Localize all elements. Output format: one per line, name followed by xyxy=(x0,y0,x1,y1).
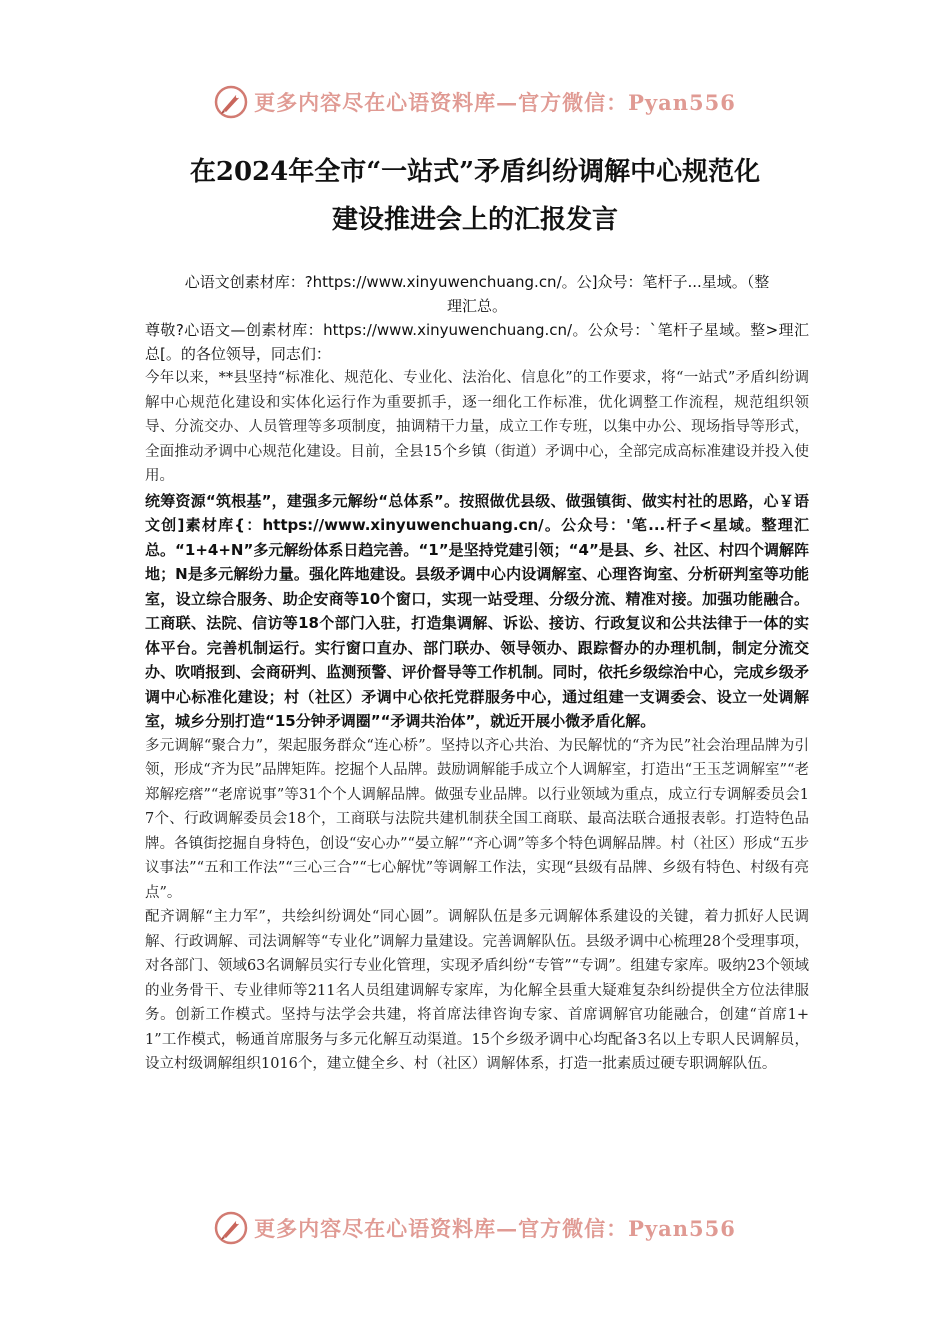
pen-logo-icon xyxy=(214,85,248,119)
document-body xyxy=(145,270,809,1077)
header-banner-text: 更多内容尽在心语资料库—官方微信：Pyan556 xyxy=(254,90,736,115)
header-banner xyxy=(0,82,950,122)
footer-banner xyxy=(0,1208,950,1248)
document-title xyxy=(100,148,850,244)
title-line-1: 在2024年全市“一站式”矛盾纠纷调解中心规范化 xyxy=(189,157,761,187)
pen-logo-icon xyxy=(214,1211,248,1245)
source-note-line-2: 理汇总。 xyxy=(446,297,507,315)
paragraph-mediation: 多元调解“聚合力”，架起服务群众“连心桥”。坚持以齐心共治、为民解忧的“齐为民”社会治理品牌为引领，形成“齐为民”品牌矩阵。挖掘个人品牌。鼓励调解能手成立个人调解室，打造出“王玉芝调解室”“老郑解疙瘩”“老席说事”等31个个人调解品牌。做强专业品牌。以行业领域为重点，成立行专调解委员会17个、行政调解委员会18个，工商联与法院共建机制获全国工商联、最高法联合通报表彰。打造特色品牌。各镇街挖掘自身特色，创设“安心办”“晏立解”“齐心调”等多个特色调解品牌。村（社区）形成“五步议事法”“五和工作法”“三心三合”“七心解忧”等调解工作法，实现“县级有品牌、乡级有特色、村级有亮点”。 xyxy=(145,737,809,901)
paragraph-intro: 今年以来，**县坚持“标准化、规范化、专业化、法治化、信息化”的工作要求，将“一站式”矛盾纠纷调解中心规范化建设和实体化运行作为重要抓手，逐一细化工作标准，优化调整工作流程，规范组织领导、分流交办、人员管理等多项制度，抽调精干力量，成立工作专班，以集中办公、现场指导等形式，全面推动矛调中心规范化建设。目前，全县15个乡镇（街道）矛调中心，全部完成高标准建设并投入使用。 xyxy=(145,370,809,484)
footer-banner-text: 更多内容尽在心语资料库—官方微信：Pyan556 xyxy=(254,1216,736,1241)
title-line-2: 建设推进会上的汇报发言 xyxy=(331,205,618,235)
source-note-line-1: 心语文创素材库：?https://www.xinyuwenchuang.cn/。公]众号：笔杆子...星域。（整 xyxy=(184,273,770,291)
paragraph-resources: 统筹资源“筑根基”，建强多元解纷“总体系”。按照做优县级、做强镇街、做实村社的思路，心￥语文创]素材库{：https://www.xinyuwenchuang.cn/。公众号：'笔...杆子<星域。整理汇总。“1+4+N”多元解纷体系日趋完善。“1”是坚持党建引领；“4”是县、乡、社区、村四个调解阵地；N是多元解纷力量。强化阵地建设。县级矛调中心内设调解室、心理咨询室、分析研判室等功能室，设立综合服务、助企安商等10个窗口，实现一站受理、分级分流、精准对接。加强功能融合。工商联、法院、信访等18个部门入驻，打造集调解、诉讼、接访、行政复议和公共法律于一体的实体平台。完善机制运行。实行窗口直办、部门联办、领导领办、跟踪督办的办理机制，制定分流交办、吹哨报到、会商研判、监测预警、评价督导等工作机制。同时，依托乡级综治中心，完成乡级矛调中心标准化建设；村（社区）矛调中心依托党群服务中心，通过组建一支调委会、设立一处调解室，城乡分别打造“15分钟矛调圈”“矛调共治体”，就近开展小微矛盾化解。 xyxy=(145,491,809,730)
paragraph-team: 配齐调解“主力军”，共绘纠纷调处“同心圆”。调解队伍是多元调解体系建设的关键，着力抓好人民调解、行政调解、司法调解等“专业化”调解力量建设。完善调解队伍。县级矛调中心梳理28个受理事项，对各部门、领域63名调解员实行专业化管理，实现矛盾纠纷“专管”“专调”。组建专家库。吸纳23个领域的业务骨干、专业律师等211名人员组建调解专家库，为化解全县重大疑难复杂纠纷提供全方位法律服务。创新工作模式。坚持与法学会共建，将首席法律咨询专家、首席调解官功能融合，创建“首席1+1”工作模式，畅通首席服务与多元化解互动渠道。15个乡级矛调中心均配备3名以上专职人民调解员，设立村级调解组织1016个，建立健全乡、村（社区）调解体系，打造一批素质过硬专职调解队伍。 xyxy=(145,909,809,1072)
greeting: 尊敬?心语文—创素材库：https://www.xinyuwenchuang.cn/。公众号：`笔杆子星域。整>理汇总[。的各位领导，同志们： xyxy=(145,321,809,363)
